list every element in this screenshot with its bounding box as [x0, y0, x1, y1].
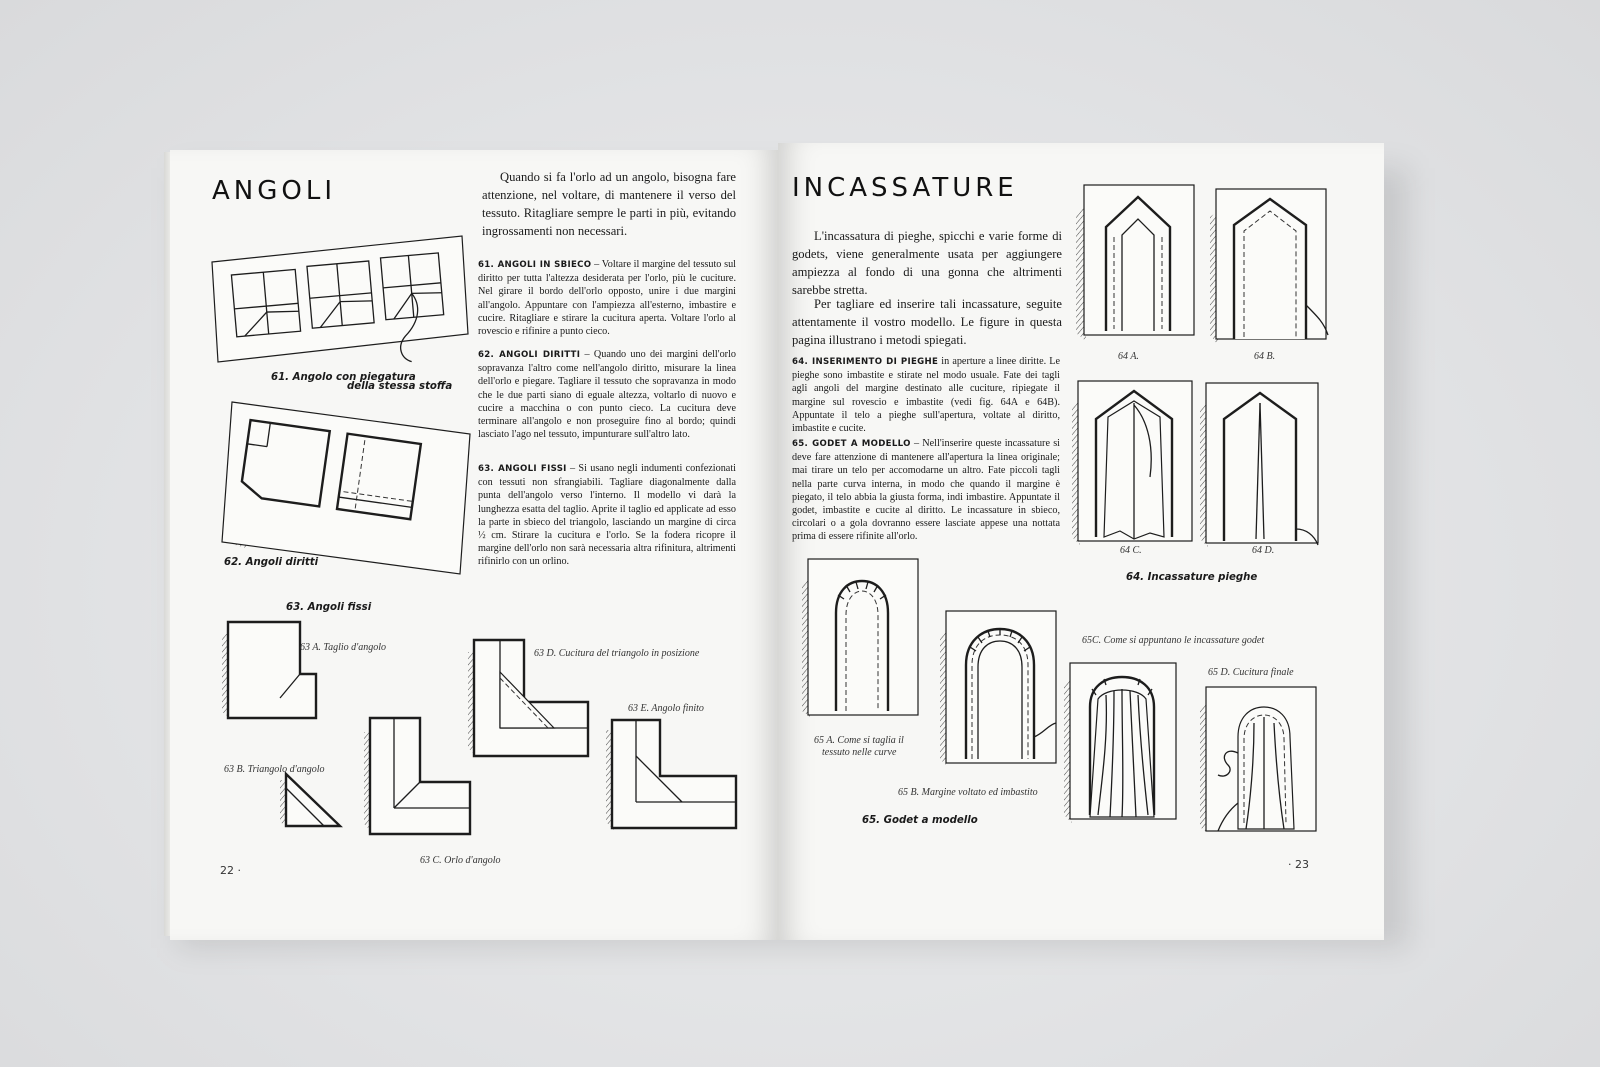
- figure-62-illustration: [218, 398, 474, 578]
- caption-65a-line2: tessuto nelle curve: [822, 747, 897, 758]
- figure-63c-illustration: [360, 712, 480, 842]
- figure-61-caption-line1: 61. Angolo con piegatura: [271, 372, 416, 383]
- figure-65c-illustration: [1062, 659, 1180, 829]
- caption-64c: 64 C.: [1120, 545, 1142, 556]
- figure-63a-illustration: [212, 614, 322, 724]
- section-63-heading: 63. ANGOLI FISSI: [478, 464, 567, 474]
- caption-65a-line1: 65 A. Come si taglia il: [814, 735, 904, 746]
- figure-65d-illustration: [1198, 683, 1322, 843]
- section-64: [792, 355, 1060, 435]
- section-64-text: in aperture a linee diritte. Le pieghe sono imbastite e stirate nel modo usuale. Fate dei tagli agli angoli del margine destinato alle cuciture, ripiegate il margine sul rovescio e imbastite (vedi fig. 64A e 64B). Appuntate il telo a pieghe sull'apertura, voltate al diritto, imbastite e cucite.: [792, 356, 1060, 435]
- section-65-heading: 65. GODET A MODELLO: [792, 439, 911, 449]
- page-title-right: INCASSATURE: [792, 173, 1018, 203]
- figure-64d-illustration: [1196, 379, 1336, 553]
- right-page: [778, 143, 1384, 940]
- section-63: [478, 462, 736, 569]
- caption-65b: 65 B. Margine voltato ed imbastito: [898, 787, 1038, 798]
- figure-65b-illustration: [936, 607, 1058, 773]
- section-61-heading: 61. ANGOLI IN SBIECO: [478, 260, 592, 270]
- caption-65d: 65 D. Cucitura finale: [1208, 667, 1294, 678]
- caption-64b: 64 B.: [1254, 351, 1276, 362]
- figure-64b-illustration: [1206, 185, 1336, 351]
- intro-paragraph: Quando si fa l'orlo ad un angolo, bisogna fare attenzione, nel voltare, di mantenere il verso del tessuto. Ritagliare sempre le parti in più, evitando ingrossamenti non necessari.: [482, 170, 736, 238]
- caption-64a: 64 A.: [1118, 351, 1139, 362]
- figure-63b-illustration: [274, 770, 344, 836]
- intro-paragraph-2: Per tagliare ed inserire tali incassature, seguite attentamente il vostro modello. Le figure in questa pagina illustrano i metodi spiegati.: [792, 297, 1062, 347]
- section-65: [792, 437, 1060, 544]
- page-number-left: 22 ·: [220, 864, 241, 877]
- caption-63b: 63 B. Triangolo d'angolo: [224, 764, 325, 775]
- left-page: [170, 150, 778, 940]
- figure-64c-illustration: [1068, 377, 1200, 551]
- section-62-heading: 62. ANGOLI DIRITTI: [478, 350, 581, 360]
- figure-65a-illustration: [798, 555, 920, 725]
- caption-63a: 63 A. Taglio d'angolo: [300, 642, 387, 653]
- section-63-text: – Si usano negli indumenti confezionati con tessuti non sfrangiabili. Tagliare diagonalmente dalla punta dell'angolo verso l'interno. Il modello vi darà la lunghezza esatta del taglio. Aprite il taglio ed applicate ad esso la parte in sbieco del triangolo, lasciando un margine di circa ½ cm. Stirare la cucitura e l'orlo. Se la fodera ricopre il margine dell'orlo non sarà necessaria altra rifinitura, altrimenti rifinirlo con un orlino.: [478, 463, 736, 568]
- caption-64d: 64 D.: [1252, 545, 1275, 556]
- figure-64-caption: 64. Incassature pieghe: [1126, 572, 1258, 583]
- section-64-heading: 64. INSERIMENTO DI PIEGHE: [792, 357, 939, 367]
- page-number-right: · 23: [1288, 858, 1309, 871]
- section-62: [478, 348, 736, 441]
- section-61-text: – Voltare il margine del tessuto sul diritto per tutta l'altezza desiderata per l'orlo, più le cuciture. Nel girare il bordo dell'orlo opposto, unire i due margini all'angolo. Appuntare con l'ampiezza all'esterno, imbastire e cucire. Ritagliare e stirare la cucitura aperta. Voltare l'orlo al rovescio e rifinire a punto cieco.: [478, 259, 737, 338]
- figure-63e-illustration: [604, 716, 744, 836]
- figure-62-caption: 62. Angoli diritti: [224, 557, 319, 568]
- section-62-text: – Quando uno dei margini dell'orlo sopravanza l'altro come nell'angolo diritto, misurare la linea dell'orlo e piegare. Tagliare il tessuto che sopravanza in modo che le due parti siano di eguale altezza, voltarlo di nuovo e cucire a macchina o con punto cieco. La cucitura deve terminare all'angolo e non proseguire fino al bordo; quindi lasciato l'ago nel tessuto, impunturare sull'altro lato.: [478, 349, 736, 441]
- caption-63c: 63 C. Orlo d'angolo: [420, 855, 501, 866]
- caption-63e: 63 E. Angolo finito: [628, 703, 704, 714]
- page-title: ANGOLI: [212, 176, 337, 206]
- caption-63d: 63 D. Cucitura del triangolo in posizione: [534, 648, 700, 659]
- figure-61-caption-line2: della stessa stoffa: [347, 381, 453, 392]
- section-65-text: – Nell'inserire queste incassature si deve fare attenzione di mantenere all'apertura la linea originale; mai tirare un telo per accomodarne un altro. Fate piccoli tagli nella parte curva interna, in modo che quando il margine è piegato, il telo abbia la giusta forma, indi imbastire. Appuntate il godet, imbastite e cucite al diritto. Le incassature in sbieco, circolari o a gola dovranno essere lasciate appese una nottata prima di essere rifinite all'orlo.: [792, 438, 1061, 543]
- intro-paragraph-1: L'incassatura di pieghe, spicchi e varie forme di godets, viene generalmente usata per aggiungere ampiezza al fondo di una gonna che altrimenti sarebbe stretta.: [792, 229, 1062, 297]
- figure-64a-illustration: [1070, 181, 1200, 351]
- figure-61-illustration: [206, 230, 470, 380]
- figure-65-caption: 65. Godet a modello: [862, 815, 978, 826]
- caption-65c: 65C. Come si appuntano le incassature godet: [1082, 635, 1265, 646]
- section-61: [478, 258, 736, 338]
- figure-63-caption: 63. Angoli fissi: [286, 602, 372, 613]
